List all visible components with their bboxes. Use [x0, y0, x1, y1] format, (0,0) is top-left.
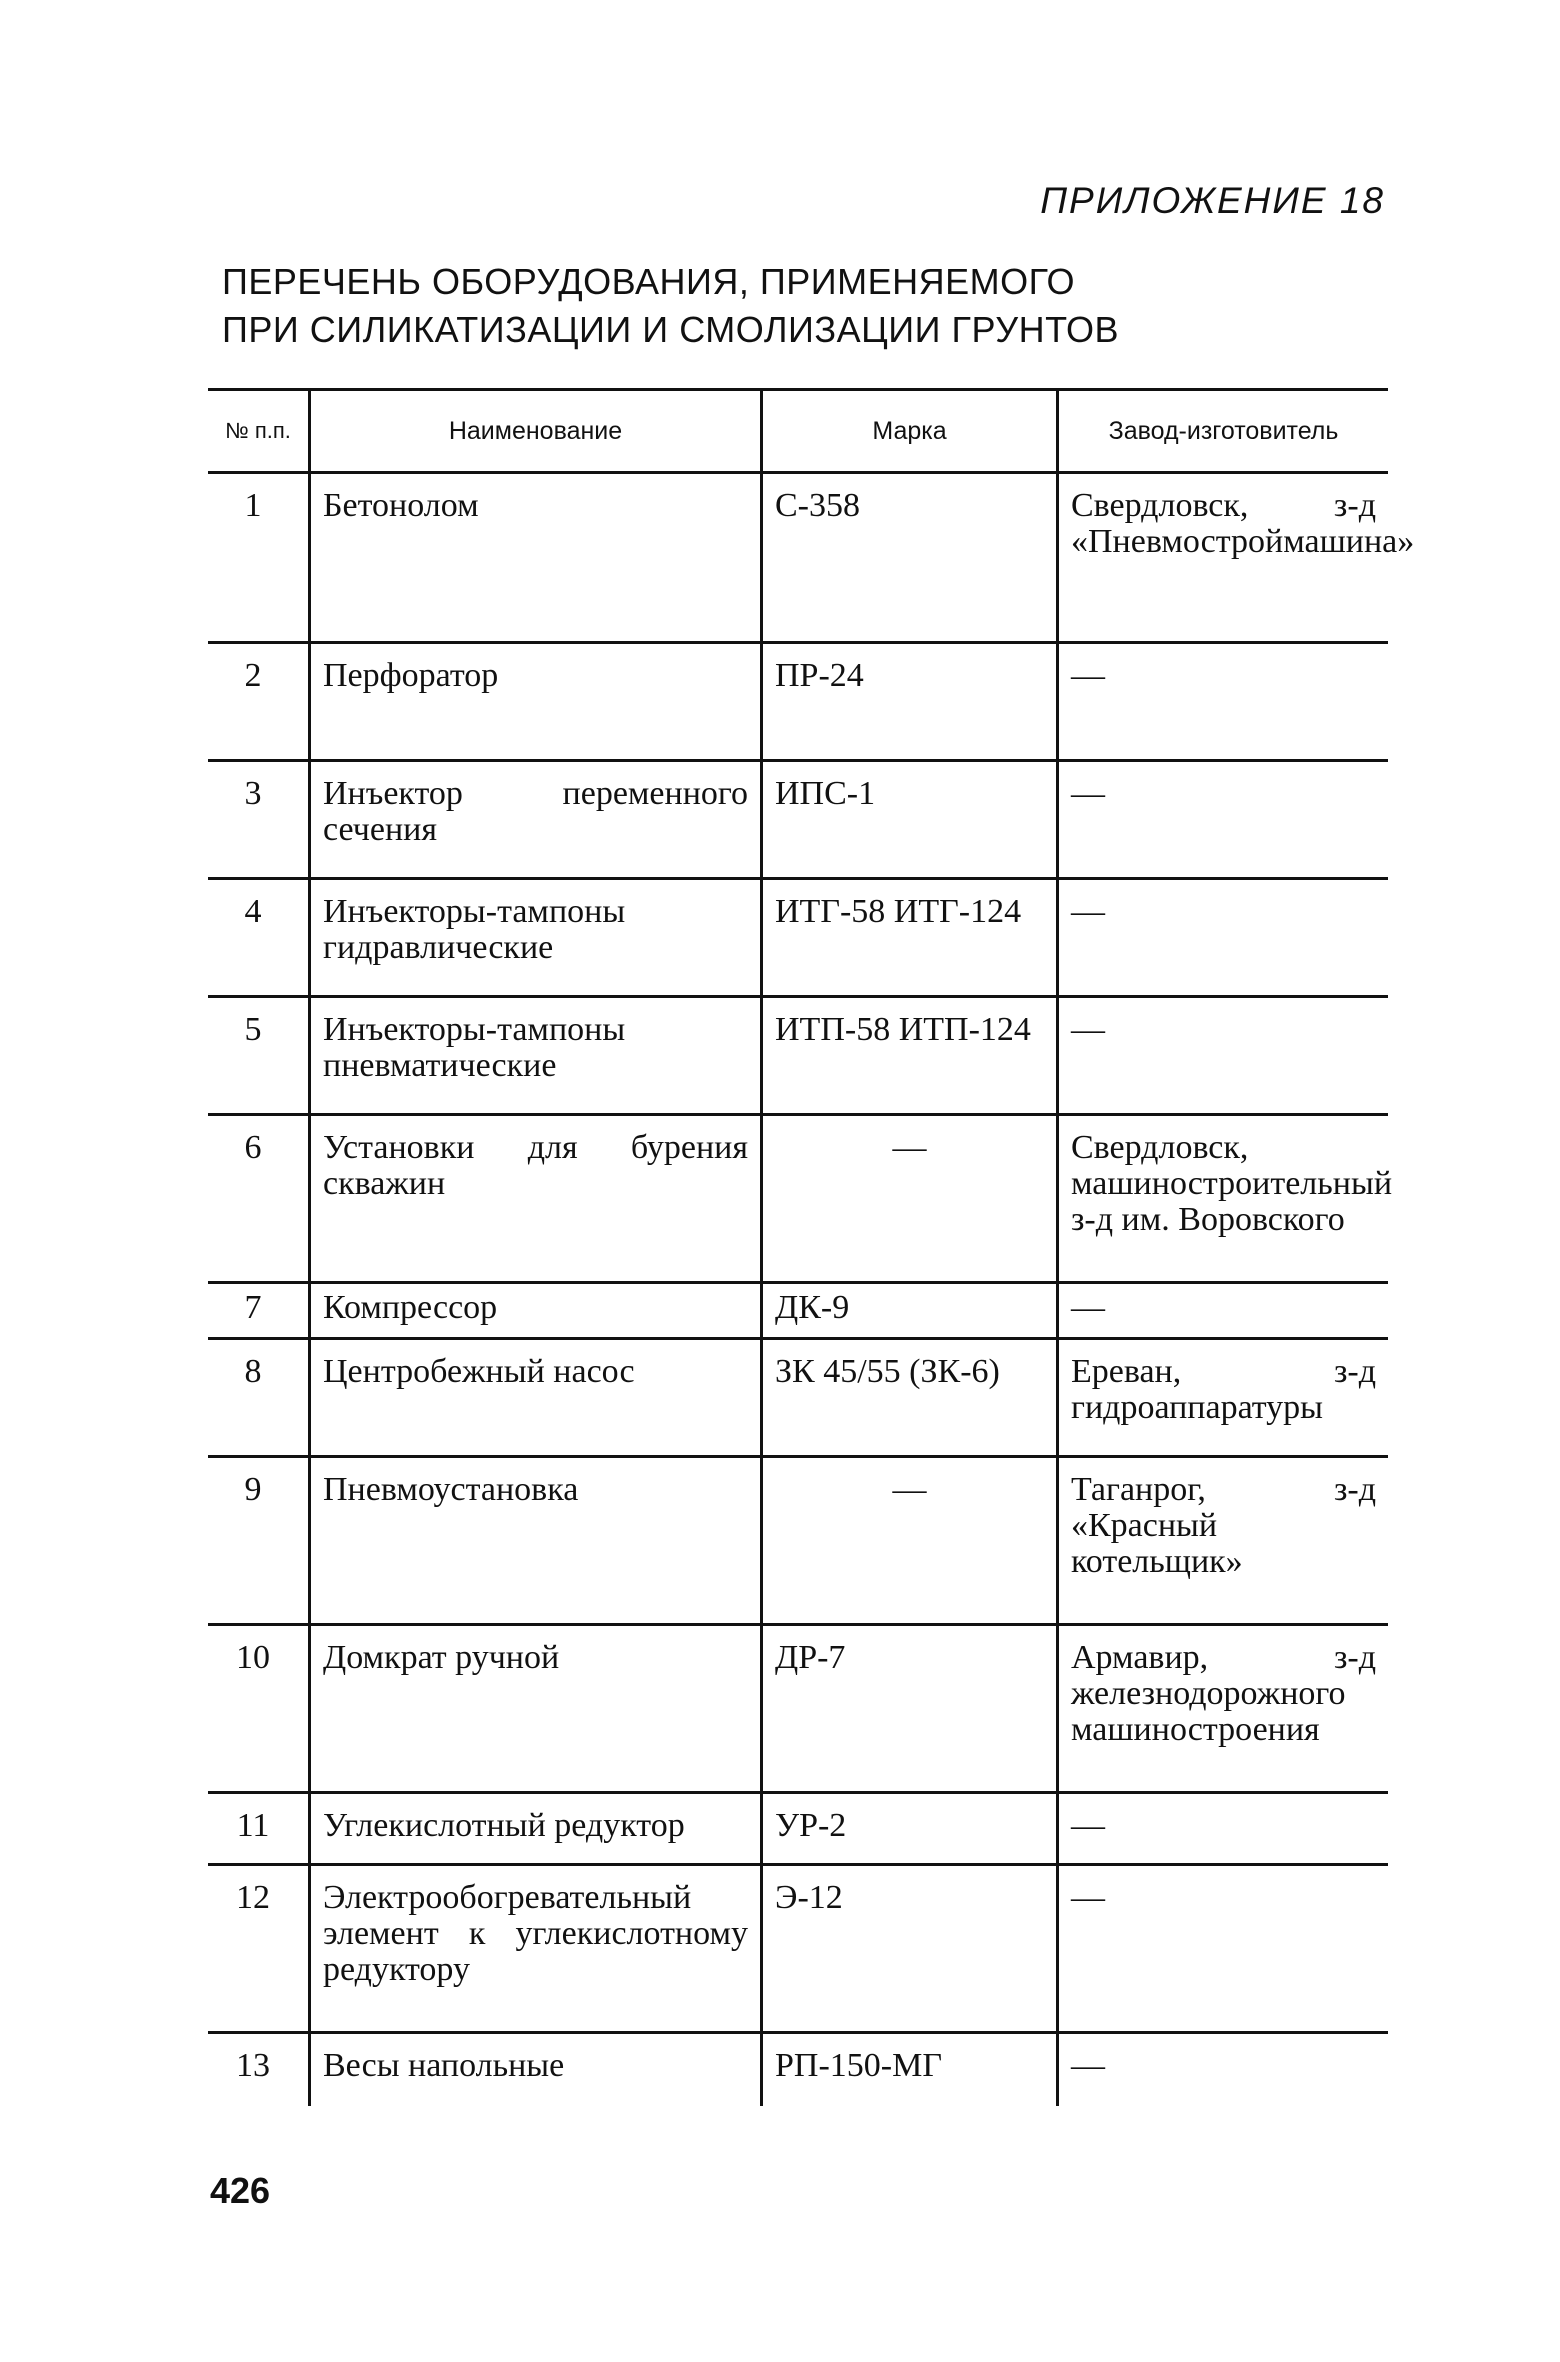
row-name: Перфоратор: [308, 644, 760, 759]
table-row: [208, 2034, 1388, 2106]
row-name: Инъекторы-тампоны пневматические: [308, 998, 760, 1113]
row-num: 8: [244, 1353, 262, 1390]
page-number: 426: [210, 2170, 271, 2211]
row-name: Установки для бурения скважин: [308, 1116, 760, 1281]
header-mark: Марка: [760, 391, 1056, 471]
row-name: Компрессор: [308, 1284, 760, 1337]
table-row: [208, 474, 1415, 644]
row-num: 5: [244, 1011, 262, 1048]
row-maker: —: [1056, 880, 1388, 995]
table-row: [208, 762, 1388, 880]
row-maker: —: [1056, 1284, 1388, 1337]
row-mark: —: [760, 1458, 1056, 1623]
table-row: [208, 644, 1388, 762]
table-row: [208, 1458, 1388, 1626]
row-mark: ИТГ-58 ИТГ-124: [760, 880, 1056, 995]
row-maker: —: [1056, 2034, 1388, 2106]
row-num: 12: [236, 1879, 270, 1916]
row-maker: Свердловск, машиностроительный з-д им. Воровского: [1056, 1116, 1388, 1281]
row-name: Инъектор переменного сечения: [308, 762, 760, 877]
table-row: [208, 1284, 1388, 1340]
table-row: [208, 1116, 1393, 1284]
row-mark: Э-12: [760, 1866, 1056, 2031]
row-num: 13: [236, 2047, 270, 2084]
row-mark: С-358: [760, 474, 1056, 641]
title-line-2: ПРИ СИЛИКАТИЗАЦИИ И СМОЛИЗАЦИИ ГРУНТОВ: [222, 309, 1119, 350]
row-maker: —: [1056, 762, 1388, 877]
row-num: 1: [244, 487, 262, 524]
row-num: 3: [244, 775, 262, 812]
row-num: 7: [244, 1289, 262, 1326]
row-mark: УР-2: [760, 1794, 1056, 1863]
table-row: [208, 1794, 1388, 1866]
table-row: [208, 1626, 1388, 1794]
row-name: Пневмоустановка: [308, 1458, 760, 1623]
row-name: Весы напольные: [308, 2034, 760, 2106]
row-maker: Ереван, з-д гидроаппаратуры: [1056, 1340, 1388, 1455]
row-num: 11: [236, 1807, 270, 1844]
row-mark: —: [760, 1116, 1056, 1281]
table-row: [208, 1866, 1388, 2034]
row-name: Электрообогревательный элемент к углекислотному редуктору: [308, 1866, 760, 2031]
title-line-1: ПЕРЕЧЕНЬ ОБОРУДОВАНИЯ, ПРИМЕНЯЕМОГО: [222, 261, 1076, 302]
row-mark: ЗК 45/55 (ЗК-6): [760, 1340, 1056, 1455]
row-num: 9: [244, 1471, 262, 1508]
row-name: Бетонолом: [308, 474, 760, 641]
page-title: [222, 258, 1119, 354]
row-num: 2: [244, 657, 262, 694]
row-mark: ПР-24: [760, 644, 1056, 759]
row-maker: Свердловск, з-д «Пневмостроймашина»: [1056, 474, 1388, 641]
row-mark: ИПС-1: [760, 762, 1056, 877]
row-name: Углекислотный редуктор: [308, 1794, 760, 1863]
row-maker: —: [1056, 644, 1388, 759]
row-maker: —: [1056, 998, 1388, 1113]
row-maker: Таганрог, з-д «Красный котельщик»: [1056, 1458, 1388, 1623]
row-name: Инъекторы-тампоны гидравлические: [308, 880, 760, 995]
row-num: 10: [236, 1639, 270, 1676]
row-name: Домкрат ручной: [308, 1626, 760, 1791]
equipment-table: [208, 388, 1415, 2106]
row-maker: —: [1056, 1794, 1388, 1863]
table-row: [208, 880, 1388, 998]
table-header-row: [208, 391, 1388, 474]
appendix-label: ПРИЛОЖЕНИЕ 18: [1040, 180, 1385, 221]
table-row: [208, 998, 1388, 1116]
row-maker: Армавир, з-д железнодорожного машиностроения: [1056, 1626, 1388, 1791]
row-mark: ИТП-58 ИТП-124: [760, 998, 1056, 1113]
header-num: № п.п.: [225, 418, 291, 443]
header-name: Наименование: [308, 391, 760, 471]
row-mark: ДР-7: [760, 1626, 1056, 1791]
row-mark: ДК-9: [760, 1284, 1056, 1337]
table-row: [208, 1340, 1388, 1458]
header-maker: Завод-изготовитель: [1056, 391, 1388, 471]
row-num: 4: [244, 893, 262, 930]
row-num: 6: [244, 1129, 262, 1166]
row-mark: РП-150-МГ: [760, 2034, 1056, 2106]
row-name: Центробежный насос: [308, 1340, 760, 1455]
row-maker: —: [1056, 1866, 1388, 2031]
